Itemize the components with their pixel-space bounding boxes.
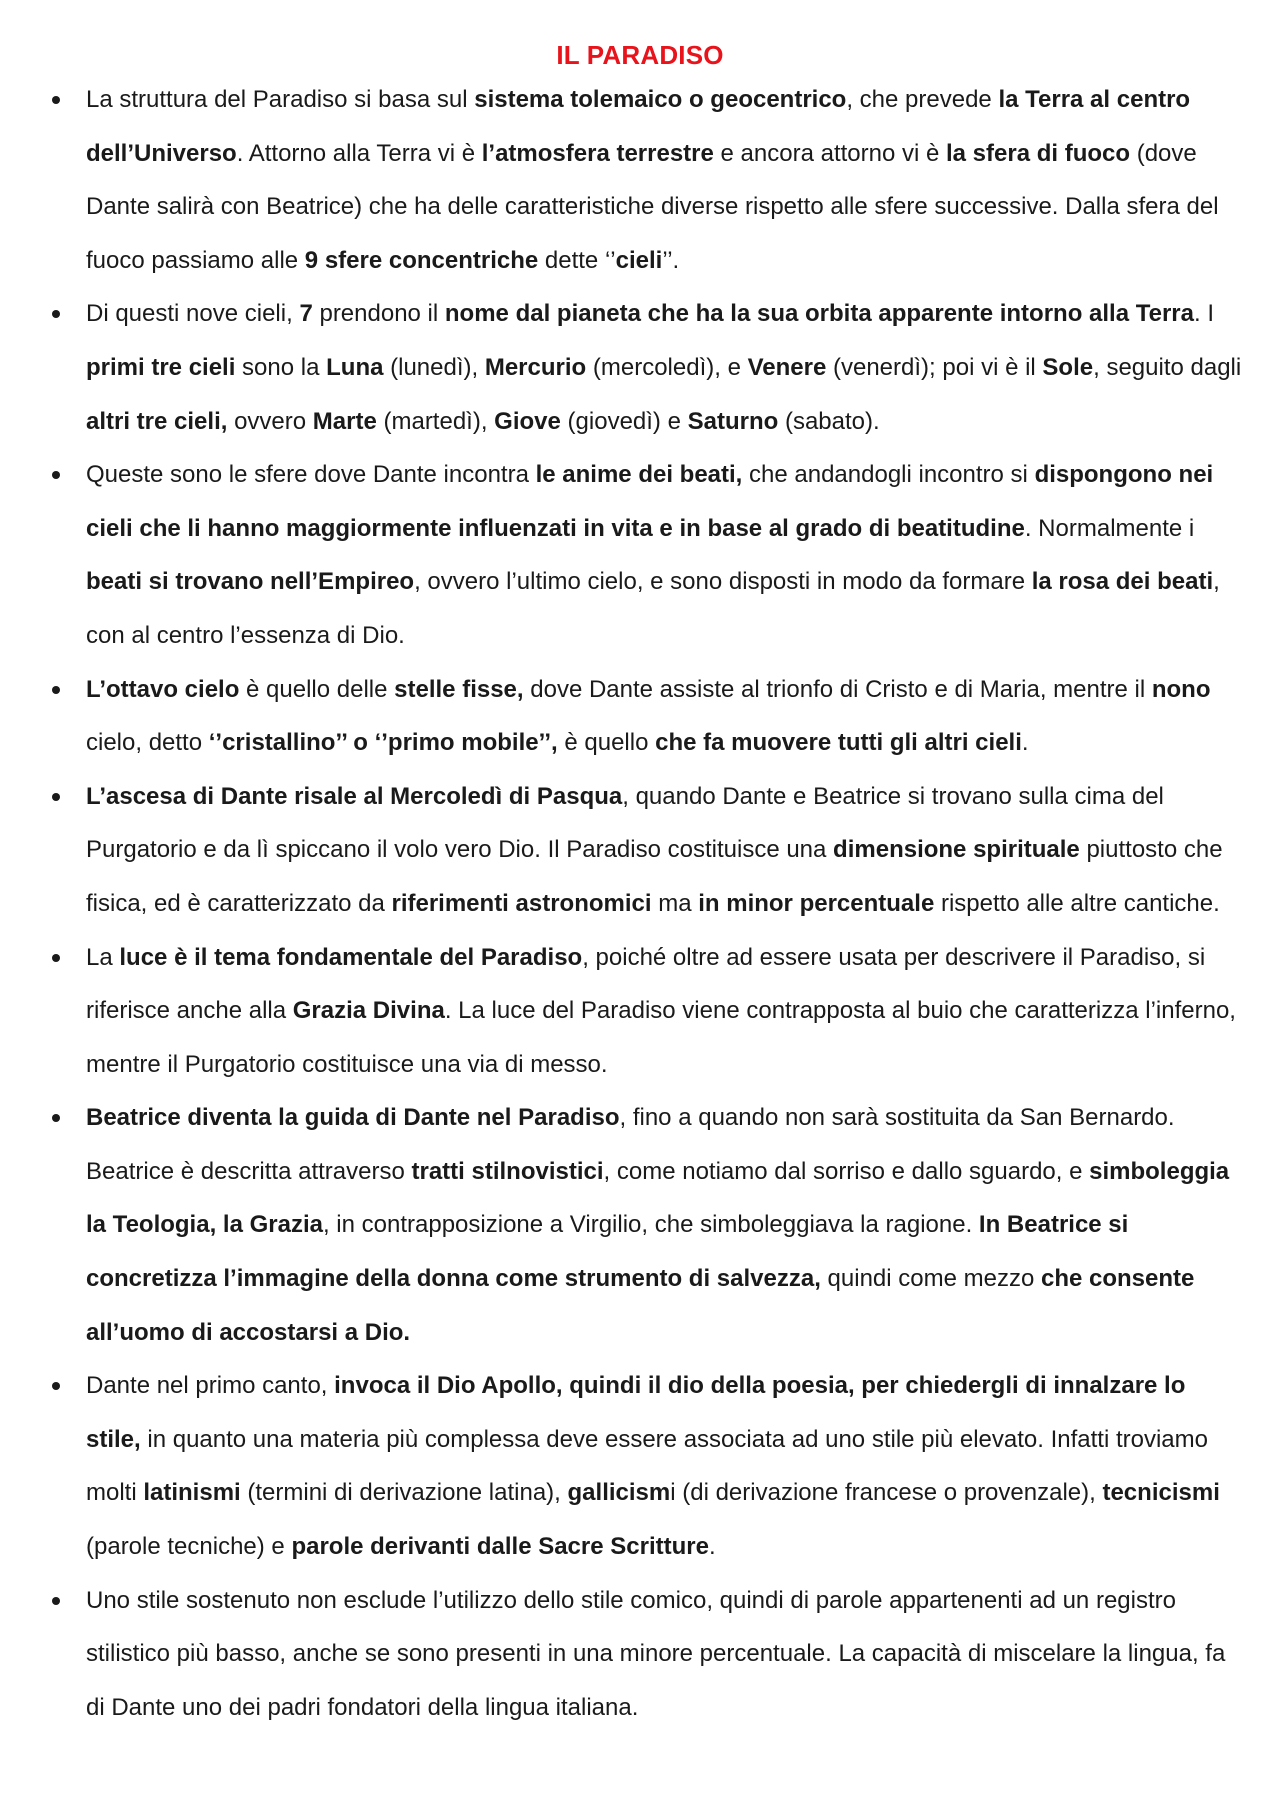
text-run: , seguito dagli xyxy=(1093,353,1242,381)
bold-text-run: beati si trovano nell’Empireo xyxy=(86,568,415,596)
bold-text-run: l’atmosfera terrestre xyxy=(481,139,714,167)
text-run: (parole tecniche) e xyxy=(86,1533,292,1561)
text-run: , fino a quando non sarà sostituita da San Bernardo. Beatrice è descritta attraverso xyxy=(86,1104,1175,1185)
text-run: ovvero xyxy=(227,407,313,435)
list-item-text xyxy=(86,944,1236,1078)
bold-text-run: tecnicismi xyxy=(1102,1479,1220,1507)
bold-text-run: latinismi xyxy=(143,1479,241,1507)
list-item xyxy=(86,1574,1246,1735)
text-run: piuttosto che fisica, ed è caratterizzato da xyxy=(86,836,1223,917)
bold-text-run: la Terra al centro dell’Universo xyxy=(86,86,1191,167)
text-run: Di questi nove cieli, xyxy=(86,300,300,328)
text-run: . La luce del Paradiso viene contrapposta al buio che caratterizza l’inferno, mentre il Purgatorio costituisce una via di messo. xyxy=(86,997,1236,1078)
bold-text-run: che consente all’uomo di accostarsi a Dio. xyxy=(86,1265,1195,1346)
text-run: , con al centro l’essenza di Dio. xyxy=(86,568,1220,649)
bold-text-run: In Beatrice si concretizza l’immagine della donna come strumento di salvezza, xyxy=(86,1211,1129,1293)
bold-text-run: 9 sfere concentriche xyxy=(304,246,539,274)
bullet-icon xyxy=(52,686,60,694)
bold-text-run: parole derivanti dalle Sacre Scritture xyxy=(291,1533,709,1561)
list-item-text xyxy=(86,1587,1225,1721)
text-run: , che prevede xyxy=(846,86,999,113)
list-item-text xyxy=(86,1372,1220,1560)
bold-text-run: Marte xyxy=(312,407,377,435)
text-run: . Attorno alla Terra vi è xyxy=(236,139,482,167)
bold-text-run: L’ascesa di Dante risale al Mercoledì di Pasqua xyxy=(86,782,623,810)
text-run: dove Dante assiste al trionfo di Cristo e di Maria, mentre il xyxy=(523,675,1152,703)
bullet-icon xyxy=(52,96,60,104)
text-run: in quanto una materia più complessa deve essere associata ad uno stile più elevato. Infatti troviamo molti xyxy=(86,1425,1208,1507)
bullet-icon xyxy=(52,1382,60,1390)
list-item xyxy=(86,770,1246,931)
text-run: Uno stile sostenuto non esclude l’utilizzo dello stile comico, quindi di parole appartenenti ad un registro stilistico più basso, anche se sono presenti in una minore percentuale. La capacità di miscelare la lingua, fa di Dante uno dei padri fondatori della lingua italiana. xyxy=(86,1586,1226,1721)
bold-text-run: cieli xyxy=(615,246,663,274)
text-run: prendono il xyxy=(312,300,445,328)
text-run: sono la xyxy=(235,353,327,381)
list-item-text xyxy=(86,676,1210,757)
bold-text-run: luce è il tema fondamentale del Paradiso xyxy=(119,943,583,971)
bold-text-run: L’ottavo cielo xyxy=(86,675,240,703)
text-run: (venerdì); poi vi è il xyxy=(826,353,1043,381)
bold-text-run: simboleggia la Teologia, la Grazia xyxy=(86,1157,1230,1239)
list-item xyxy=(86,1091,1246,1359)
text-run: (sabato). xyxy=(778,407,880,435)
bold-text-run: Venere xyxy=(747,353,827,381)
text-run: , ovvero l’ultimo cielo, e sono disposti in modo da formare xyxy=(414,568,1032,596)
list-item-text xyxy=(86,1104,1229,1345)
bold-text-run: stelle fisse, xyxy=(394,675,524,703)
list-item xyxy=(86,287,1246,448)
bold-text-run: che fa muovere tutti gli altri cieli xyxy=(655,729,1022,757)
bullet-list xyxy=(86,73,1246,1734)
bold-text-run: la rosa dei beati xyxy=(1031,568,1214,596)
bullet-icon xyxy=(52,954,60,962)
text-run: che andandogli incontro si xyxy=(742,461,1035,489)
bold-text-run: Saturno xyxy=(687,407,779,435)
text-run: dette ‘’ xyxy=(538,246,616,274)
list-item-text xyxy=(86,461,1220,649)
text-run: (martedì), xyxy=(376,407,495,435)
text-run: Queste sono le sfere dove Dante incontra xyxy=(86,461,536,489)
text-run: (dove Dante salirà con Beatrice) che ha delle caratteristiche diverse rispetto alle sfere successive. Dalla sfera del fuoco passiamo alle xyxy=(86,139,1219,274)
text-run: (termini di derivazione latina), xyxy=(240,1479,568,1507)
text-run: . xyxy=(1021,729,1029,757)
bold-text-run: tratti stilnovistici xyxy=(411,1157,604,1185)
bullet-icon xyxy=(52,310,60,318)
text-run: , quando Dante e Beatrice si trovano sulla cima del Purgatorio e da lì spiccano il volo vero Dio. Il Paradiso costituisce una xyxy=(86,782,1164,864)
list-item xyxy=(86,663,1246,770)
list-item xyxy=(86,1359,1246,1573)
bold-text-run: Luna xyxy=(326,353,384,381)
text-run: . xyxy=(708,1533,716,1561)
text-run: quindi come mezzo xyxy=(820,1265,1041,1293)
bold-text-run: Beatrice diventa la guida di Dante nel Paradiso xyxy=(86,1104,620,1132)
list-item xyxy=(86,448,1246,662)
text-run: (lunedì), xyxy=(383,353,485,381)
text-run: , in contrapposizione a Virgilio, che simboleggiava la ragione. xyxy=(322,1211,979,1239)
text-run: Dante nel primo canto, xyxy=(86,1372,335,1400)
text-run: è quello delle xyxy=(239,675,395,703)
bold-text-run: Sole xyxy=(1042,353,1094,381)
bold-text-run: sistema tolemaico o geocentrico xyxy=(474,86,847,113)
text-run: ma xyxy=(651,889,699,917)
bold-text-run: altri tre cieli, xyxy=(86,407,228,435)
bold-text-run: ‘’cristallino’’ o ‘’primo mobile’’, xyxy=(208,729,558,757)
bold-text-run: le anime dei beati, xyxy=(535,461,743,489)
text-run: ’’. xyxy=(662,246,680,274)
list-item xyxy=(86,931,1246,1092)
bold-text-run: 7 xyxy=(299,300,313,328)
bold-text-run: Mercurio xyxy=(484,353,587,381)
text-run: . Normalmente i xyxy=(1024,514,1195,542)
bold-text-run: Giove xyxy=(494,407,561,435)
bold-text-run: Grazia Divina xyxy=(292,997,445,1025)
bold-text-run: la sfera di fuoco xyxy=(946,139,1131,167)
list-item xyxy=(86,73,1246,287)
bullet-icon xyxy=(52,471,60,479)
bullet-icon xyxy=(52,1114,60,1122)
bold-text-run: in minor percentuale xyxy=(698,889,935,917)
bold-text-run: dimensione spirituale xyxy=(833,836,1080,864)
text-run: , come notiamo dal sorriso e dallo sguardo, e xyxy=(603,1157,1090,1185)
list-item-text xyxy=(86,300,1241,434)
bullet-icon xyxy=(52,1597,60,1605)
text-run: (giovedì) e xyxy=(560,407,688,435)
bold-text-run: dispongono nei cieli che li hanno maggiormente influenzati in vita e in base al grado di beatitudine xyxy=(86,461,1214,542)
bold-text-run: nono xyxy=(1151,675,1211,703)
text-run: e ancora attorno vi è xyxy=(713,139,946,167)
text-run: , poiché oltre ad essere usata per descrivere il Paradiso, si riferisce anche alla xyxy=(86,943,1206,1025)
bullet-icon xyxy=(52,793,60,801)
bold-text-run: primi tre cieli xyxy=(86,353,236,381)
bold-text-run: invoca il Dio Apollo, quindi il dio della poesia, per chiedergli di innalzare lo stile, xyxy=(86,1372,1186,1453)
text-run: rispetto alle altre cantiche. xyxy=(934,889,1220,917)
bold-text-run: gallicism xyxy=(567,1479,671,1507)
bold-text-run: riferimenti astronomici xyxy=(391,889,652,917)
page-title: IL PARADISO xyxy=(556,40,724,70)
text-run: . I xyxy=(1193,300,1214,328)
text-run: i (di derivazione francese o provenzale), xyxy=(670,1479,1103,1507)
text-run: cielo, detto xyxy=(86,729,209,757)
text-run: La struttura del Paradiso si basa sul xyxy=(86,86,475,113)
list-item-text xyxy=(86,783,1223,917)
list-item-text xyxy=(86,86,1219,274)
bold-text-run: nome dal pianeta che ha la sua orbita apparente intorno alla Terra xyxy=(444,300,1194,328)
text-run: è quello xyxy=(557,729,656,757)
text-run: La xyxy=(86,943,120,971)
text-run: (mercoledì), e xyxy=(586,353,748,381)
